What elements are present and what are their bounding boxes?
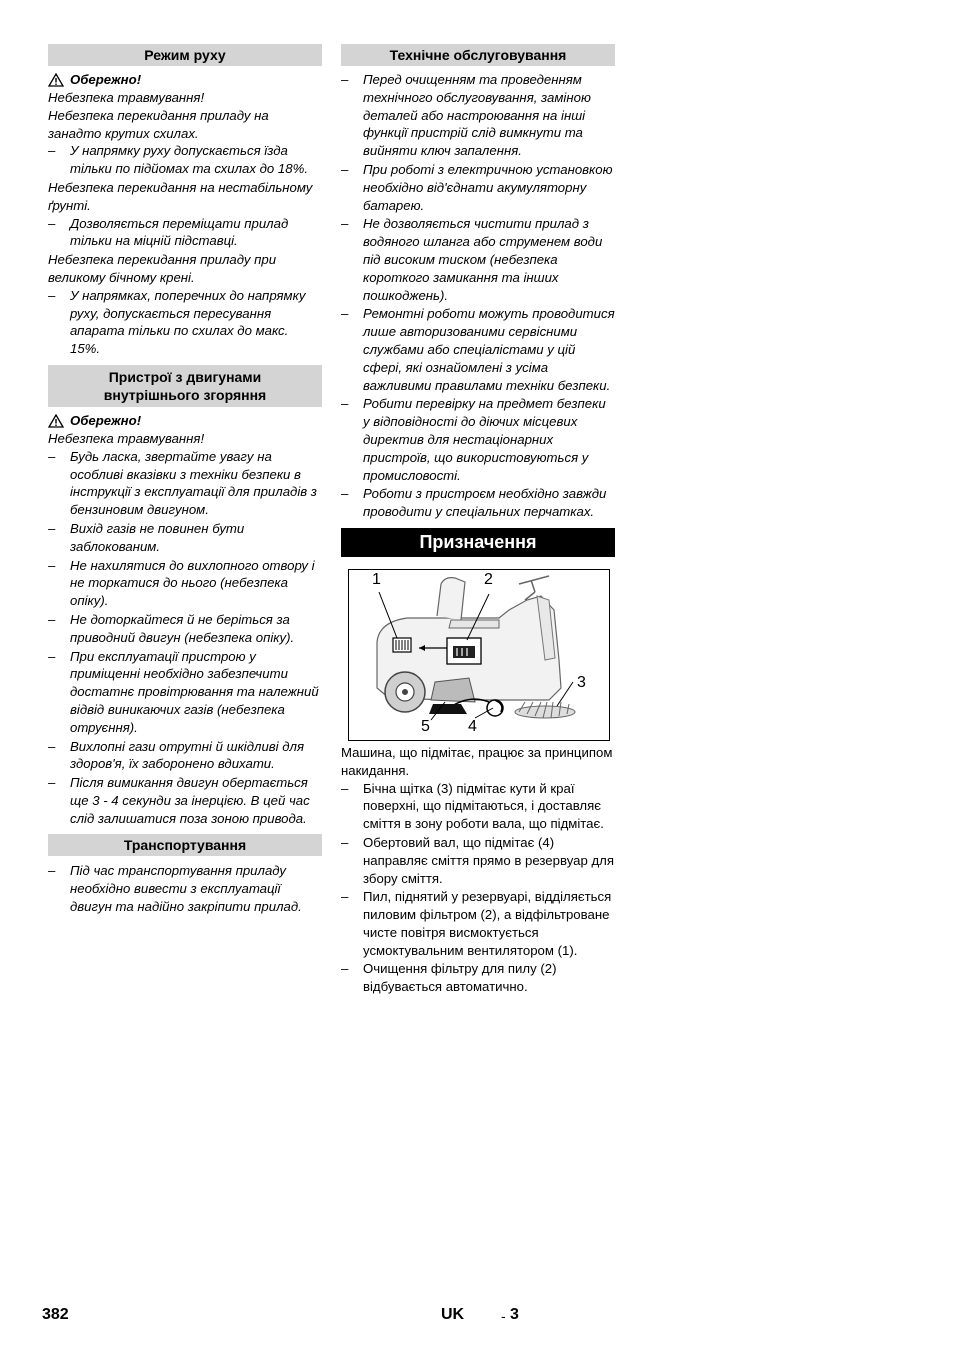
language-code: UK	[441, 1306, 465, 1323]
paragraph: Небезпека перекидання приладу на занадто крутих схилах.	[48, 107, 269, 141]
section-page-number: 3	[510, 1306, 519, 1323]
list-item: – Перед очищенням та проведенням технічного обслуговування, заміною деталей або настроювання на інші функції пристрій слід вимкнути та вийняти ключ запалення.	[341, 71, 615, 160]
page-number: 382	[42, 1306, 69, 1323]
paragraph: Небезпека травмування!	[48, 90, 205, 105]
caution-label: Обережно!	[70, 412, 142, 428]
list-item: – Бічна щітка (3) підмітає кути й краї поверхні, що підмітаються, і доставляє сміття в зону роботи вала, що підмітає.	[341, 780, 615, 833]
right-column	[341, 44, 615, 997]
list-item: – Робити перевірку на предмет безпеки у відповідності до діючих місцевих директив для нестаціонарних пристроїв, що використовуються у промисловості.	[341, 395, 615, 484]
caution-line	[48, 71, 322, 89]
list-item: – Будь ласка, звертайте увагу на особливі вказівки з техніки безпеки в інструкції з експлуатації для приладів з бензиновим двигуном.	[48, 448, 322, 519]
list-item: – Роботи з пристроєм необхідно завжди проводити у спеціальних перчатках.	[341, 485, 615, 521]
bullet-list	[48, 287, 322, 358]
callout-2: 2	[484, 570, 493, 588]
caution-line	[48, 412, 322, 430]
list-item: – Не дозволяється чистити прилад з водяного шланга або струменем води під високим тиском (небезпека короткого замикання та інших пошкоджень).	[341, 215, 615, 304]
section-heading-combustion-engines	[48, 365, 322, 407]
list-item: – Дозволяється переміщати прилад тільки на міцній підставці.	[48, 215, 322, 251]
callout-1: 1	[372, 570, 381, 588]
bullet-list	[48, 142, 322, 178]
section-heading-maintenance: Технічне обслуговування	[341, 44, 615, 66]
list-item: – Ремонтні роботи можуть проводитися лише авторизованими сервісними службами або спеціалістами у цій сфері, які ознайомлені з усіма важливими правилами техніки безпеки.	[341, 305, 615, 394]
callout-3: 3	[577, 673, 586, 691]
section-heading-transport: Транспортування	[48, 834, 322, 856]
paragraph: Небезпека перекидання на нестабільному ґрунті.	[48, 179, 313, 213]
footer-separator: -	[501, 1308, 506, 1324]
list-item: – Очищення фільтру для пилу (2) відбувається автоматично.	[341, 960, 615, 996]
list-item: – У напрямку руху допускається їзда тільки по підйомах та схилах до 18%.	[48, 142, 322, 178]
sweeper-machine-illustration	[349, 570, 609, 740]
list-item: – Вихлопні гази отрутні й шкідливі для здоров'я, їх заборонено вдихати.	[48, 738, 322, 774]
list-item: – Не нахилятися до вихлопного отвору і не торкатися до нього (небезпека опіку).	[48, 557, 322, 610]
bullet-list	[48, 215, 322, 251]
list-item: – У напрямках, поперечних до напрямку руху, допускається пересування апарата тільки по схилах до макс. 15%.	[48, 287, 322, 358]
bullet-list	[341, 71, 615, 521]
callout-5: 5	[421, 717, 430, 735]
callout-4: 4	[468, 717, 477, 735]
left-column	[48, 44, 322, 917]
list-item: – Після вимикання двигун обертається ще 3 - 4 секунди за інерцією. В цей час слід залишатися поза зоною привода.	[48, 774, 322, 827]
heading-line: внутрішнього згоряння	[103, 386, 267, 403]
paragraph: Машина, що підмітає, працює за принципом накидання.	[341, 744, 613, 778]
list-item: – Обертовий вал, що підмітає (4) направляє сміття прямо в резервуар для збору сміття.	[341, 834, 615, 887]
bullet-list	[341, 780, 615, 997]
sweeper-diagram	[348, 569, 610, 741]
list-item: – Не доторкайтеся й не беріться за приводний двигун (небезпека опіку).	[48, 611, 322, 647]
paragraph: Небезпека травмування!	[48, 430, 205, 446]
caution-label: Обережно!	[70, 72, 142, 87]
list-item: – Під час транспортування приладу необхідно вивести з експлуатації двигун та надійно закріпити прилад.	[48, 862, 322, 915]
heading-line: Пристрої з двигунами	[108, 368, 262, 385]
section-heading-driving-mode: Режим руху	[48, 44, 322, 66]
bullet-list	[48, 448, 322, 828]
list-item: – При роботі з електричною установкою необхідно від'єднати акумуляторну батарею.	[341, 161, 615, 214]
warning-triangle-icon	[48, 73, 64, 87]
section-heading-purpose: Призначення	[341, 528, 615, 557]
list-item: – При експлуатації пристрою у приміщенні необхідно забезпечити достатнє провітрювання та належний відвід виникаючих газів (небезпека отруєння).	[48, 648, 322, 737]
list-item: – Вихід газів не повинен бути заблокованим.	[48, 520, 322, 556]
paragraph: Небезпека перекидання приладу при великому бічному крені.	[48, 252, 277, 285]
bullet-list	[48, 862, 322, 915]
warning-triangle-icon	[48, 414, 64, 428]
list-item: – Пил, піднятий у резервуарі, відділяється пиловим фільтром (2), а відфільтроване чисте повітря висмоктується усмоктувальним вентилятором (1).	[341, 888, 615, 959]
